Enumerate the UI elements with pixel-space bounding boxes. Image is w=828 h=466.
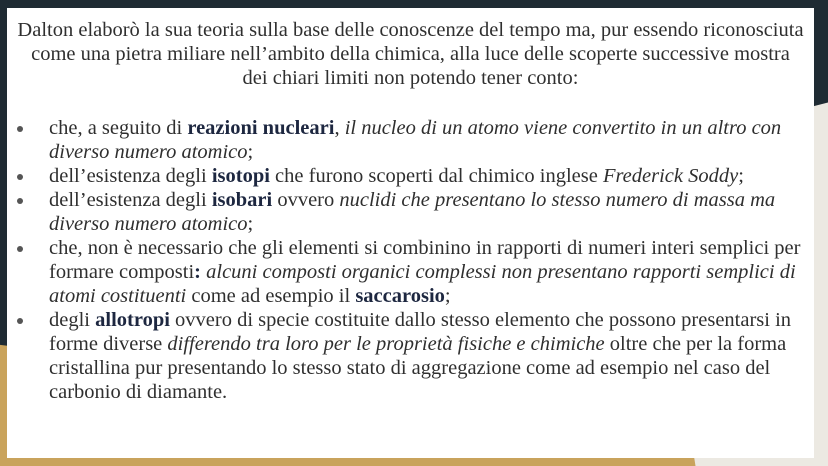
bullet-icon	[17, 174, 23, 180]
item-text: che, non è necessario che gli elementi si combinino in rapporti di numeri interi semplici per formare composti	[49, 237, 801, 283]
item-text: ,	[334, 117, 345, 139]
item-italic-text: differendo tra loro per le proprietà fisiche e chimiche	[167, 333, 605, 355]
item-bold-term: saccarosio	[355, 285, 445, 307]
item-text: ;	[444, 285, 451, 307]
slide-text-panel	[7, 8, 814, 458]
item-italic-text: Frederick Soddy	[602, 165, 739, 187]
item-text: ;	[247, 213, 254, 235]
item-text: degli	[49, 309, 96, 331]
intro-paragraph: Dalton elaborò la sua teoria sulla base delle conoscenze del tempo ma, pur essendo riconosciuta come una pietra miliare nell’ambito della chimica, alla luce delle scoperte successive mostra dei chiari limiti non potendo tener conto:	[17, 19, 804, 89]
item-text: ;	[738, 165, 744, 187]
bullet-icon	[17, 318, 23, 324]
list-item	[17, 188, 804, 236]
item-text: ;	[247, 141, 254, 163]
item-text: oltre che per la forma cristallina pur presentando lo stesso stato di aggregazione come ad esempio nel caso del carbonio di diamante.	[49, 333, 787, 403]
item-text: che, a seguito di	[49, 117, 188, 139]
item-bold-term: allotropi	[95, 309, 170, 331]
item-text: dell’esistenza degli	[49, 165, 212, 187]
bullet-icon	[17, 246, 23, 252]
item-bold-term: :	[194, 261, 201, 283]
list-item	[17, 164, 804, 188]
item-bold-term: isotopi	[211, 165, 270, 187]
item-text: come ad esempio il	[186, 285, 356, 307]
item-italic-text: alcuni composti organici complessi non presentano rapporti semplici di atomi costituenti	[49, 261, 796, 307]
item-text: ovvero di specie costituite dallo stesso elemento che possono presentarsi in forme diverse	[49, 309, 792, 355]
item-text: che furono scoperti dal chimico inglese	[269, 165, 603, 187]
item-italic-text: il nucleo di un atomo viene convertito in un altro con diverso numero atomico	[49, 117, 782, 163]
item-bold-term: reazioni nucleari	[187, 117, 335, 139]
list-item	[17, 236, 804, 308]
item-bold-term: isobari	[211, 189, 273, 211]
bullet-icon	[17, 126, 23, 132]
list-item	[17, 116, 804, 164]
limits-list	[17, 116, 804, 404]
item-italic-text: nuclidi che presentano lo stesso numero di massa ma diverso numero atomico	[49, 189, 776, 235]
item-text: dell’esistenza degli	[49, 189, 212, 211]
list-item	[17, 308, 804, 404]
item-text: ovvero	[272, 189, 340, 211]
bullet-icon	[17, 198, 23, 204]
